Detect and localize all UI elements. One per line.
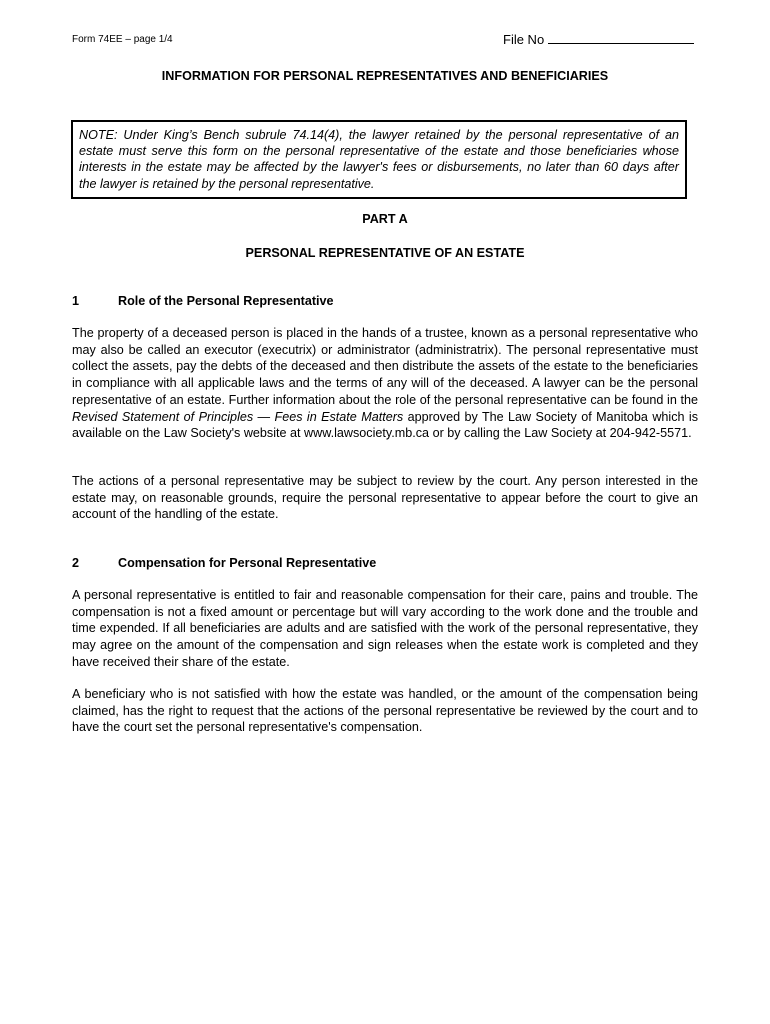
- section-2-title: Compensation for Personal Representative: [118, 556, 377, 570]
- note-text: NOTE: Under King’s Bench subrule 74.14(4), the lawyer retained by the personal representative of an estate must serve this form on the personal representative of the estate and those beneficiaries whose interests in the estate may be affected by the lawyer's fees or disbursements, no later than 60 days after the lawyer is retained by the personal representative.: [79, 128, 679, 191]
- file-number-field: [503, 31, 694, 47]
- revised-statement-reference: Revised Statement of Principles — Fees in Estate Matters: [72, 409, 404, 424]
- section-2-number: 2: [72, 556, 80, 570]
- section-1-paragraph-2: The actions of a personal representative may be subject to review by the court. Any person interested in the estate may, on reasonable grounds, require the personal representative to appear before the court to give an account of the handling of the estate.: [72, 474, 698, 522]
- section-1-paragraph-1: [72, 325, 698, 442]
- form-page-label: Form 74EE – page 1/4: [72, 34, 173, 45]
- file-number-label: File No: [503, 32, 545, 47]
- part-a-heading: PERSONAL REPRESENTATIVE OF AN ESTATE: [245, 246, 525, 260]
- section-1-paragraph-1-text-a: The property of a deceased person is placed in the hands of a trustee, known as a personal representative who may also be called an executor (executrix) or administrator (administratrix). The personal representative must collect the assets, pay the debts of the deceased and then distribute the assets of the estate to the beneficiaries in compliance with all applicable laws and the terms of any will of the deceased. A lawyer can be the personal representative of an estate. Further information about the role of the personal representative can be found in the: [72, 326, 698, 407]
- note-box: [71, 120, 687, 199]
- part-a-label: PART A: [362, 212, 408, 226]
- section-1-heading: [72, 294, 334, 308]
- section-2-paragraph-1: A personal representative is entitled to fair and reasonable compensation for their care, pains and trouble. The compensation is not a fixed amount or percentage but will vary according to the work done and the trouble and time expended. If all beneficiaries are adults and are satisfied with the work of the personal representative, they may agree on the amount of the compensation and sign releases when the estate work is completed and they have received their share of the estate.: [72, 588, 698, 669]
- section-1-number: 1: [72, 294, 80, 308]
- section-1-paragraph-1-text-b: approved by The Law Society of Manitoba which is available on the Law Society's website at www.lawsociety.mb.ca or by calling the Law Society at 204-942-5571.: [72, 409, 698, 441]
- file-number-blank-line: [548, 31, 694, 44]
- section-1-title: Role of the Personal Representative: [118, 294, 334, 308]
- document-title: INFORMATION FOR PERSONAL REPRESENTATIVES AND BENEFICIARIES: [161, 69, 609, 83]
- section-2-paragraph-2: A beneficiary who is not satisfied with how the estate was handled, or the amount of the compensation being claimed, has the right to request that the actions of the personal representative be reviewed by the court and to have the court set the personal representative's compensation.: [72, 687, 698, 735]
- section-2-heading: [72, 556, 376, 570]
